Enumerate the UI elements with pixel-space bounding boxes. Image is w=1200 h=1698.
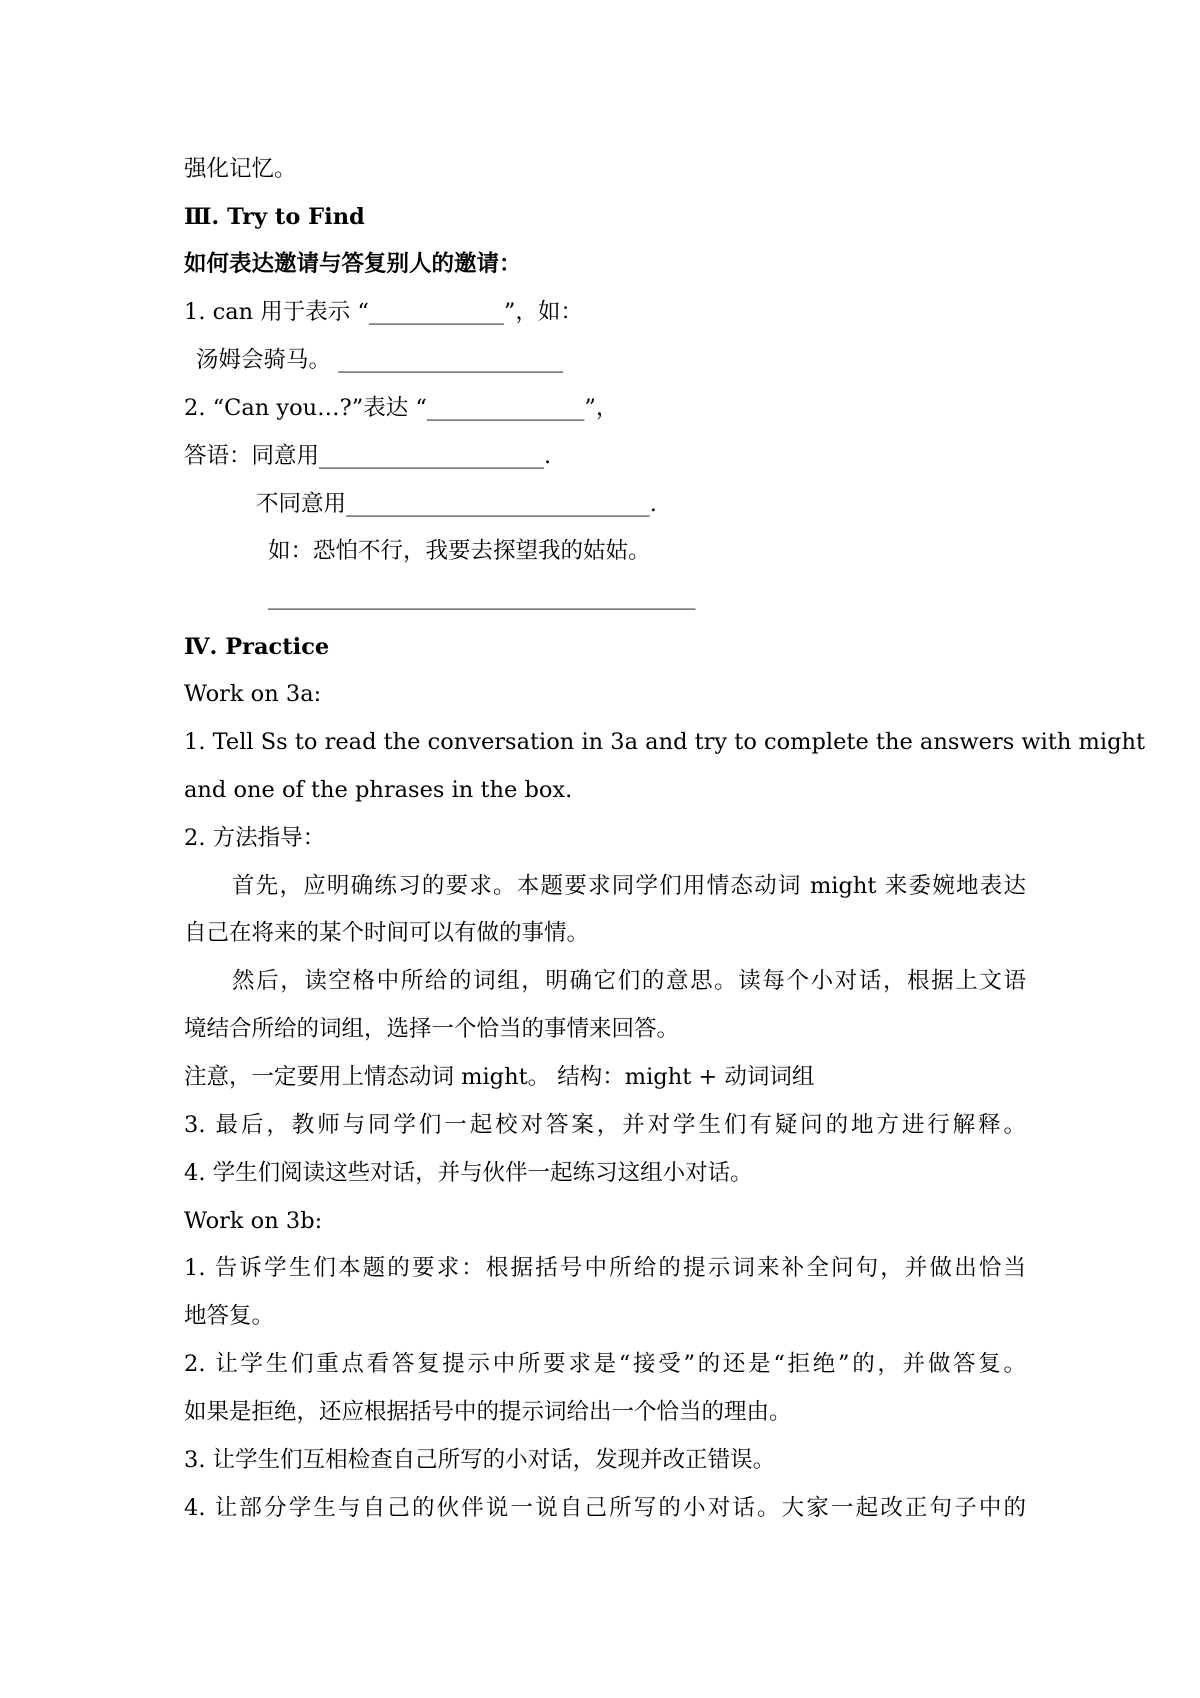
- text-line: 2. 方法指导：: [184, 825, 326, 851]
- paragraph-line: 境结合所给的词组，选择一个恰当的事情来回答。: [184, 1016, 680, 1042]
- text-line: 4. 让部分学生与自己的伙伴说一说自己所写的小对话。大家一起改正句子中的: [184, 1495, 1026, 1521]
- text-line: 注意，一定要用上情态动词 might。 结构：might + 动词词组: [184, 1064, 815, 1090]
- subheading-invitation: 如何表达邀请与答复别人的邀请：: [184, 251, 522, 277]
- text-line: Work on 3a:: [184, 681, 322, 707]
- text-line: 汤姆会骑马。 ____________________: [196, 347, 564, 373]
- section-heading-practice: Ⅳ. Practice: [184, 634, 330, 660]
- text-line: 1. Tell Ss to read the conversation in 3a and try to complete the answers with might: [184, 729, 1146, 755]
- paragraph-line: 自己在将来的某个时间可以有做的事情。: [184, 920, 590, 946]
- text-line: 1. can 用于表示 “____________”，如：: [184, 299, 583, 325]
- text-line: 答语：同意用____________________.: [184, 443, 552, 469]
- text-line: 4. 学生们阅读这些对话，并与伙伴一起练习这组小对话。: [184, 1160, 753, 1186]
- paragraph-line: 然后，读空格中所给的词组，明确它们的意思。读每个小对话，根据上文语: [232, 968, 1026, 994]
- text-line: 强化记忆。: [184, 156, 297, 182]
- text-line: 2. 让学生们重点看答复提示中所要求是“接受”的还是“拒绝”的，并做答复。: [184, 1351, 1026, 1377]
- text-line: Work on 3b:: [184, 1208, 323, 1234]
- text-line: 不同意用___________________________.: [256, 491, 657, 517]
- text-line: 如果是拒绝，还应根据括号中的提示词给出一个恰当的理由。: [184, 1399, 792, 1425]
- text-line: 地答复。: [184, 1303, 275, 1329]
- text-line: 如：恐怕不行，我要去探望我的姑姑。: [268, 538, 651, 564]
- section-heading-try-to-find: Ⅲ. Try to Find: [184, 204, 365, 230]
- text-line: 3. 让学生们互相检查自己所写的小对话，发现并改正错误。: [184, 1447, 776, 1473]
- text-line: and one of the phrases in the box.: [184, 777, 573, 803]
- text-line: 1. 告诉学生们本题的要求：根据括号中所给的提示词来补全问句，并做出恰当: [184, 1255, 1026, 1281]
- paragraph-line: 首先，应明确练习的要求。本题要求同学们用情态动词 might 来委婉地表达: [232, 873, 1026, 899]
- text-line: 3. 最后，教师与同学们一起校对答案，并对学生们有疑问的地方进行解释。: [184, 1112, 1026, 1138]
- answer-blank-line: ______________________________________: [268, 584, 696, 610]
- text-line: 2. “Can you…?”表达 “______________”，: [184, 395, 619, 421]
